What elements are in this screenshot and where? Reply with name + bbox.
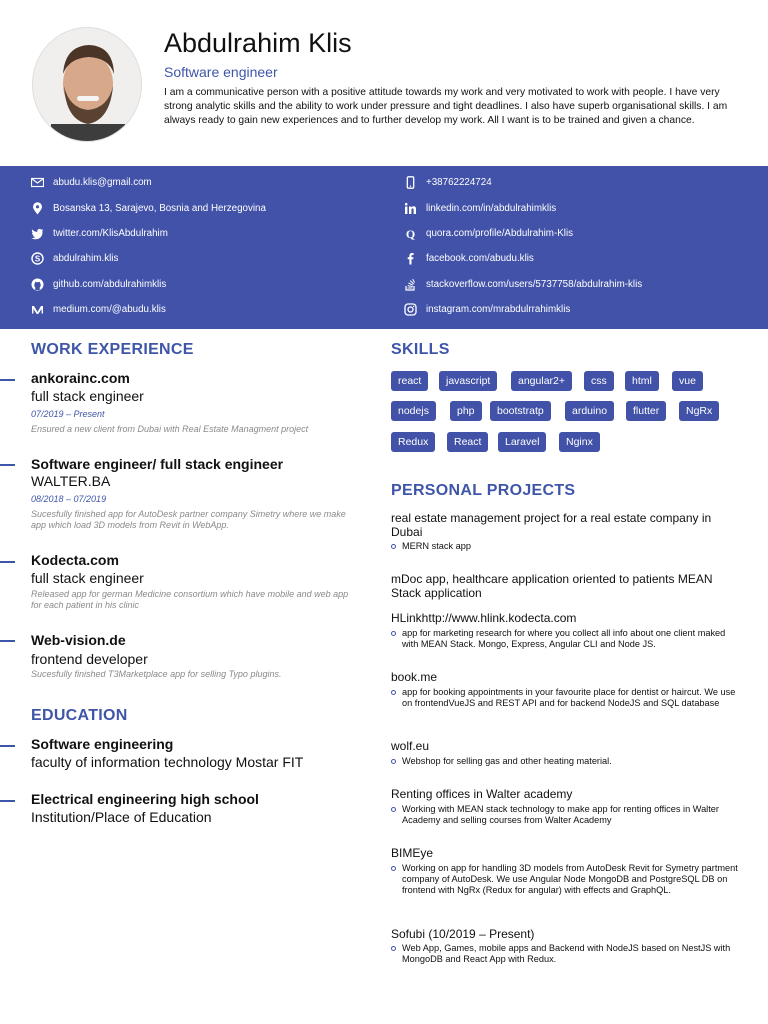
job-organization: ankorainc.com bbox=[31, 370, 130, 386]
svg-text:Q: Q bbox=[405, 227, 416, 240]
contact-linkedin[interactable] bbox=[404, 202, 556, 215]
bullet-marker bbox=[391, 946, 396, 951]
job-dates: 07/2019 – Present bbox=[31, 409, 105, 419]
skill-tag: NgRx bbox=[679, 401, 719, 421]
job-organization: Web-vision.de bbox=[31, 632, 126, 648]
education-degree: Software engineering bbox=[31, 736, 174, 752]
contact-stackoverflow-text: stackoverflow.com/users/5737758/abdulrahim-klis bbox=[426, 279, 643, 290]
contact-quora[interactable] bbox=[404, 227, 573, 240]
job-dates: 08/2018 – 07/2019 bbox=[31, 494, 107, 504]
education-school: Institution/Place of Education bbox=[31, 809, 212, 825]
job-description: Sucesfully finished app for AutoDesk partner company Simetry where we make app which load 3D models from Revit in WebApp. bbox=[31, 509, 346, 530]
candidate-role: Software engineer bbox=[164, 64, 278, 80]
skill-tag: angular2+ bbox=[511, 371, 572, 391]
skill-tag: react bbox=[391, 371, 428, 391]
skills-heading: SKILLS bbox=[391, 341, 450, 358]
project-title: book.me bbox=[391, 670, 438, 684]
bullet-marker bbox=[391, 690, 396, 695]
entry-marker bbox=[0, 745, 15, 747]
contact-github-text: github.com/abdulrahimklis bbox=[53, 279, 167, 290]
job-description: Ensured a new client from Dubai with Real Estate Managment project bbox=[31, 424, 309, 434]
contact-linkedin-text: linkedin.com/in/abdulrahimklis bbox=[426, 203, 557, 214]
work-experience-heading: WORK EXPERIENCE bbox=[31, 341, 194, 358]
location-pin-icon bbox=[31, 202, 44, 215]
contact-stackoverflow[interactable] bbox=[404, 278, 642, 291]
contact-address-text: Bosanska 13, Sarajevo, Bosnia and Herzegovina bbox=[53, 203, 266, 214]
skill-tag: React bbox=[447, 432, 488, 452]
skill-tag: Nginx bbox=[559, 432, 600, 452]
project-title: mDoc app, healthcare application oriented to patients MEAN Stack application bbox=[391, 572, 713, 600]
entry-marker bbox=[0, 561, 15, 563]
contact-skype-text: abdulrahim.klis bbox=[53, 253, 119, 264]
job-title: full stack engineer bbox=[31, 388, 144, 404]
project-title: HLinkhttp://www.hlink.kodecta.com bbox=[391, 611, 577, 625]
contact-medium[interactable] bbox=[31, 303, 166, 316]
skill-tag: arduino bbox=[565, 401, 614, 421]
linkedin-icon bbox=[404, 202, 417, 215]
contact-medium-text: medium.com/@abudu.klis bbox=[53, 304, 166, 315]
job-description: Released app for german Medicine consortium which have mobile and web app for each patient in his clinic bbox=[31, 589, 349, 610]
job-title: frontend developer bbox=[31, 651, 148, 667]
contact-phone[interactable] bbox=[404, 176, 492, 189]
job-organization: Software engineer/ full stack engineer bbox=[31, 456, 284, 472]
contact-twitter[interactable] bbox=[31, 227, 168, 240]
skill-tag: html bbox=[625, 371, 659, 391]
skill-tag: php bbox=[450, 401, 482, 421]
project-title: BIMEye bbox=[391, 846, 434, 860]
bullet-marker bbox=[391, 759, 396, 764]
contact-phone-text: +38762224724 bbox=[426, 177, 492, 188]
contact-instagram[interactable] bbox=[404, 303, 570, 316]
stackoverflow-icon bbox=[404, 278, 417, 291]
job-title: WALTER.BA bbox=[31, 473, 111, 489]
summary-text: I am a communicative person with a positive attitude towards my work and very motivated to work with people. I have very strong analytic skills and the ability to work under pressure and tight deadlines. I also have superb organisational skills. I am always ready to gain new experiences and to further develop my work. All I want is to be trained and given a chance. bbox=[164, 87, 728, 126]
contact-address bbox=[31, 202, 266, 215]
contact-instagram-text: instagram.com/mrabdulrrahimklis bbox=[426, 304, 571, 315]
contact-skype[interactable] bbox=[31, 252, 118, 265]
bullet-marker bbox=[391, 807, 396, 812]
contact-github[interactable] bbox=[31, 278, 166, 291]
personal-projects-heading: PERSONAL PROJECTS bbox=[391, 482, 576, 499]
education-heading: EDUCATION bbox=[31, 707, 128, 724]
job-organization: Kodecta.com bbox=[31, 552, 119, 568]
bullet-marker bbox=[391, 631, 396, 636]
skill-tag: flutter bbox=[626, 401, 666, 421]
job-description: Sucesfully finished T3Marketplace app for selling Typo plugins. bbox=[31, 669, 282, 679]
project-description: Working with MEAN stack technology to make app for renting offices in Walter Academy and selling courses from Walter Academy bbox=[402, 804, 719, 825]
job-title: full stack engineer bbox=[31, 570, 144, 586]
twitter-icon bbox=[31, 227, 44, 240]
candidate-name: Abdulrahim Klis bbox=[164, 28, 352, 58]
skill-tag: bootstratp bbox=[490, 401, 551, 421]
project-description: Working on app for handling 3D models from AutoDesk Revit for Symetry partment company of AutoDesk. We use Angular Node MongoDB and PostgreSQL DB on frontend with NgRx (Redux for angular) with effects and GraphQL. bbox=[402, 863, 738, 895]
facebook-icon bbox=[404, 252, 417, 265]
skill-tag: css bbox=[584, 371, 614, 391]
project-title: real estate management project for a real estate company in Dubai bbox=[391, 511, 712, 539]
entry-marker bbox=[0, 379, 15, 381]
education-school: faculty of information technology Mostar FIT bbox=[31, 754, 304, 770]
bullet-marker bbox=[391, 866, 396, 871]
entry-marker bbox=[0, 800, 15, 802]
svg-text:S: S bbox=[34, 254, 41, 264]
education-degree: Electrical engineering high school bbox=[31, 791, 259, 807]
mobile-phone-icon bbox=[404, 176, 417, 189]
skype-icon bbox=[31, 252, 44, 265]
contact-quora-text: quora.com/profile/Abdulrahim-Klis bbox=[426, 228, 574, 239]
project-description: Webshop for selling gas and other heating material. bbox=[402, 756, 612, 766]
github-icon bbox=[31, 278, 44, 291]
entry-marker bbox=[0, 640, 15, 642]
skill-tag: vue bbox=[672, 371, 703, 391]
project-title: Sofubi (10/2019 – Present) bbox=[391, 927, 535, 941]
contact-twitter-text: twitter.com/KlisAbdulrahim bbox=[53, 228, 168, 239]
medium-icon bbox=[31, 303, 44, 316]
project-title: wolf.eu bbox=[391, 739, 430, 753]
project-description: Web App, Games, mobile apps and Backend with NodeJS based on NestJS with MongoDB and React App with Redux. bbox=[402, 943, 731, 964]
skill-tag: javascript bbox=[439, 371, 497, 391]
contact-email-text: abudu.klis@gmail.com bbox=[53, 177, 152, 188]
skill-tag: Laravel bbox=[498, 432, 546, 452]
contact-email[interactable] bbox=[31, 176, 152, 189]
quora-icon bbox=[404, 227, 417, 240]
skill-tag: nodejs bbox=[391, 401, 436, 421]
instagram-icon bbox=[404, 303, 417, 316]
bullet-marker bbox=[391, 544, 396, 549]
profile-photo bbox=[32, 27, 142, 142]
project-description: app for booking appointments in your favourite place for dentist or haircut. We use on frontendVueJS and REST API and for backend NodeJS and SQL database bbox=[402, 687, 736, 708]
project-description: app for marketing research for where you collect all info about one client maked with MEAN Stack. Mongo, Express, Angular CLI and Node JS. bbox=[402, 628, 726, 649]
project-title: Renting offices in Walter academy bbox=[391, 787, 573, 801]
contact-band bbox=[0, 166, 768, 329]
project-description: MERN stack app bbox=[402, 541, 471, 551]
contact-facebook[interactable] bbox=[404, 252, 534, 265]
entry-marker bbox=[0, 464, 15, 466]
skill-tag: Redux bbox=[391, 432, 435, 452]
contact-facebook-text: facebook.com/abudu.klis bbox=[426, 253, 534, 264]
envelope-icon bbox=[31, 176, 44, 189]
